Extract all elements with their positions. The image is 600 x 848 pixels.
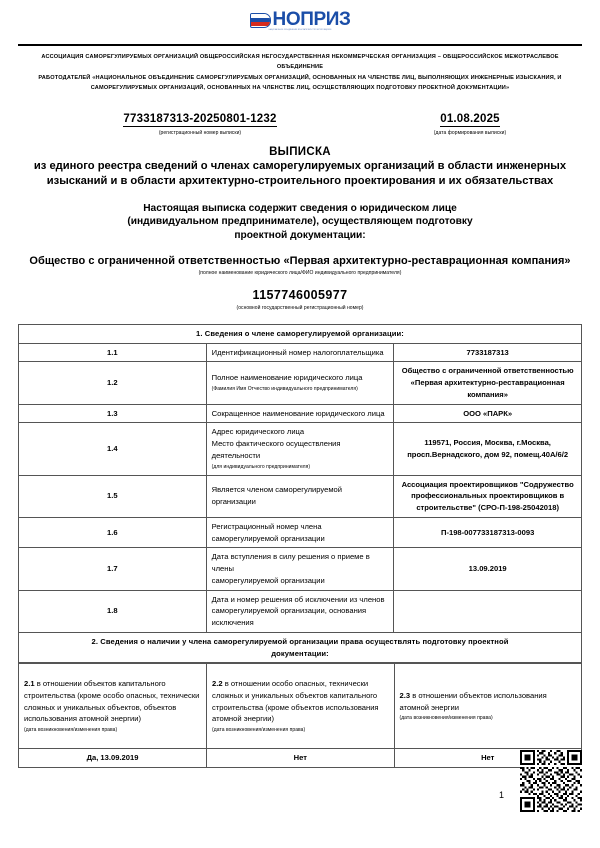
- row-label: [206, 404, 394, 423]
- criteria-cell-2-3: [394, 664, 582, 749]
- row-label-line-1: Является членом саморегулируемой организации: [211, 485, 343, 507]
- date-caption: (дата формирования выписки): [433, 130, 507, 137]
- section1-heading-row: [19, 324, 582, 343]
- table-row: [19, 362, 582, 404]
- row-label: [206, 423, 394, 475]
- page-footer: [18, 750, 582, 830]
- qr-code-icon: [520, 750, 582, 812]
- row-label-line-2: саморегулируемой организации, основания исключения: [211, 606, 367, 628]
- criteria-number: 2.1: [24, 679, 35, 689]
- row-label: [206, 475, 394, 517]
- row-sublabel: (Фамилия Имя Отчество индивидуального предпринимателя): [211, 386, 358, 393]
- row-label-line-1: Дата вступления в силу решения о приеме в члены: [211, 552, 370, 574]
- page-subtitle-line-2: изысканий и в области архитектурно-строительного проектирования и их обязательствах: [46, 175, 554, 188]
- page-title: ВЫПИСКА: [269, 146, 331, 159]
- criteria-cell-2-2: [207, 664, 394, 749]
- table-row: [19, 517, 582, 548]
- russian-flag-icon: [250, 13, 271, 28]
- table-row: [19, 343, 582, 362]
- lead-line-1: Настоящая выписка содержит сведения о юридическом лице: [143, 202, 457, 214]
- criteria-text: в отношении объектов капитального строительства (кроме особо опасных, технически сложных и уникальных объектов, объектов использования атомной энергии): [24, 679, 200, 724]
- page-number: 1: [498, 790, 504, 800]
- row-label: [206, 517, 394, 548]
- table-row: [19, 404, 582, 423]
- association-line-1: АССОЦИАЦИЯ САМОРЕГУЛИРУЕМЫХ ОРГАНИЗАЦИЙ ОБЩЕРОССИЙСКАЯ НЕГОСУДАРСТВЕННАЯ НЕКОММЕРЧЕСКАЯ ОРГАНИЗАЦИЯ – ОБЩЕРОССИЙСКОЕ МЕЖОТРАСЛЕВОЕ ОБЪЕДИНЕНИЕ: [41, 54, 559, 71]
- date-block: [370, 109, 570, 136]
- criteria-number: 2.2: [212, 679, 223, 689]
- section2-heading-line-1: 2. Сведения о наличии у члена саморегулируемой организации права осуществлять подготовку проектной: [91, 636, 509, 646]
- association-line-3: САМОРЕГУЛИРУЕМЫХ ОРГАНИЗАЦИЙ, ОСНОВАННЫХ НА ЧЛЕНСТВЕ ЛИЦ, ОСУЩЕСТВЛЯЮЩИХ ПОДГОТОВКУ ПРОЕКТНОЙ ДОКУМЕНТАЦИИ»: [90, 85, 510, 92]
- registration-number-caption: (регистрационный номер выписки): [158, 130, 242, 137]
- lead-line-3: проектной документации:: [234, 230, 366, 242]
- row-label-line-1: Регистрационный номер члена саморегулируемой организации: [211, 521, 325, 543]
- criteria-text: в отношении объектов использования атомной энергии: [399, 690, 547, 712]
- row-value: [394, 590, 582, 632]
- answer-2-3: Нет: [394, 749, 582, 768]
- date-value: 01.08.2025: [440, 113, 500, 126]
- row-number: 1.6: [19, 517, 207, 548]
- page-subtitle: [18, 159, 582, 189]
- table-row: [19, 590, 582, 632]
- row-label-line-1: Адрес юридического лица: [211, 427, 305, 437]
- row-value: П-198-007733187313-0093: [394, 517, 582, 548]
- meta-row: [18, 109, 582, 136]
- nopriz-logo: [250, 10, 351, 29]
- section2-heading-row: [19, 632, 582, 663]
- row-label-line-1: Полное наименование юридического лица: [211, 373, 363, 383]
- section2-heading-line-2: документации:: [271, 648, 329, 658]
- answer-2-1: Да, 13.09.2019: [19, 749, 207, 768]
- answer-2-2: Нет: [207, 749, 394, 768]
- ogrn-caption: (основной государственный регистрационный номер): [236, 304, 364, 311]
- criteria-text: в отношении особо опасных, технически сложных и уникальных объектов капитального строительства (кроме объектов использования атомной энергии): [212, 679, 379, 724]
- entity-name-caption: (полное наименование юридического лица/ФИО индивидуального предпринимателя): [198, 269, 402, 276]
- row-number: 1.3: [19, 404, 207, 423]
- row-value: Ассоциация проектировщиков "Содружество профессиональных проектировщиков в строительстве" (СРО-П-198-25042018): [394, 475, 582, 517]
- row-number: 1.7: [19, 548, 207, 590]
- entity-name: Общество с ограниченной ответственностью «Первая архитектурно-реставрационная компания»: [29, 254, 571, 267]
- row-number: 1.8: [19, 590, 207, 632]
- table-row: [19, 475, 582, 517]
- logo-subtext: НАЦИОНАЛЬНОЕ ОБЪЕДИНЕНИЕ ИЗЫСКАТЕЛЕЙ И ПРОЕКТИРОВЩИКОВ: [268, 30, 332, 31]
- logo-header: [18, 0, 582, 40]
- table-row: [19, 423, 582, 475]
- lead-line-2: (индивидуальном предпринимателе), осуществляющем подготовку: [127, 216, 473, 228]
- row-label: [206, 548, 394, 590]
- row-number: 1.5: [19, 475, 207, 517]
- logo-text: НОПРИЗ: [272, 9, 351, 30]
- criteria-sublabel: (дата возникновения/изменения права): [399, 715, 493, 722]
- criteria-sublabel: (дата возникновения/изменения права): [212, 727, 306, 734]
- registry-table: [18, 324, 582, 664]
- criteria-sublabel: (дата возникновения/изменения права): [24, 727, 118, 734]
- row-value: ООО «ПАРК»: [394, 404, 582, 423]
- page-subtitle-line-1: из единого реестра сведений о членах саморегулируемых организаций в области инженерных: [33, 160, 567, 173]
- row-number: 1.2: [19, 362, 207, 404]
- row-value: Общество с ограниченной ответственностью «Первая архитектурно-реставрационная компания»: [394, 362, 582, 404]
- row-label-line-1: Идентификационный номер налогоплательщика: [211, 347, 384, 357]
- association-text: [18, 52, 582, 93]
- criteria-number: 2.3: [399, 690, 411, 700]
- row-sublabel: (для индивидуального предпринимателя): [211, 463, 311, 470]
- row-label: [206, 590, 394, 632]
- row-value: 119571, Россия, Москва, г.Москва, просп.Вернадского, дом 92, помещ.40А/6/2: [394, 423, 582, 475]
- association-line-2: РАБОТОДАТЕЛЕЙ «НАЦИОНАЛЬНОЕ ОБЪЕДИНЕНИЕ САМОРЕГУЛИРУЕМЫХ ОРГАНИЗАЦИЙ, ОСНОВАННЫХ НА ЧЛЕНСТВЕ ЛИЦ, ВЫПОЛНЯЮЩИХ ИНЖЕНЕРНЫЕ ИЗЫСКАНИЯ, И: [38, 74, 562, 81]
- row-number: 1.1: [19, 343, 207, 362]
- header-divider: [18, 44, 582, 46]
- section1-heading: 1. Сведения о члене саморегулируемой организации:: [19, 324, 582, 343]
- row-label-line-2: саморегулируемой организации: [211, 575, 325, 585]
- registration-number-value: 7733187313-20250801-1232: [123, 113, 277, 126]
- row-number: 1.4: [19, 423, 207, 475]
- section2-criteria-row: [19, 664, 582, 749]
- lead-paragraph: [18, 202, 582, 243]
- registration-number-block: [30, 109, 370, 136]
- row-label-line-1: Сокращенное наименование юридического лица: [211, 408, 385, 418]
- criteria-cell-2-1: [19, 664, 207, 749]
- row-value: 13.09.2019: [394, 548, 582, 590]
- row-label-line-2: Место фактического осуществления деятельности: [211, 439, 341, 461]
- row-label: [206, 362, 394, 404]
- row-label: [206, 343, 394, 362]
- row-label-line-1: Дата и номер решения об исключении из членов: [211, 594, 385, 604]
- row-value: 7733187313: [394, 343, 582, 362]
- section2-heading: [19, 632, 582, 663]
- ogrn-value: 1157746005977: [252, 287, 348, 302]
- table-row: [19, 548, 582, 590]
